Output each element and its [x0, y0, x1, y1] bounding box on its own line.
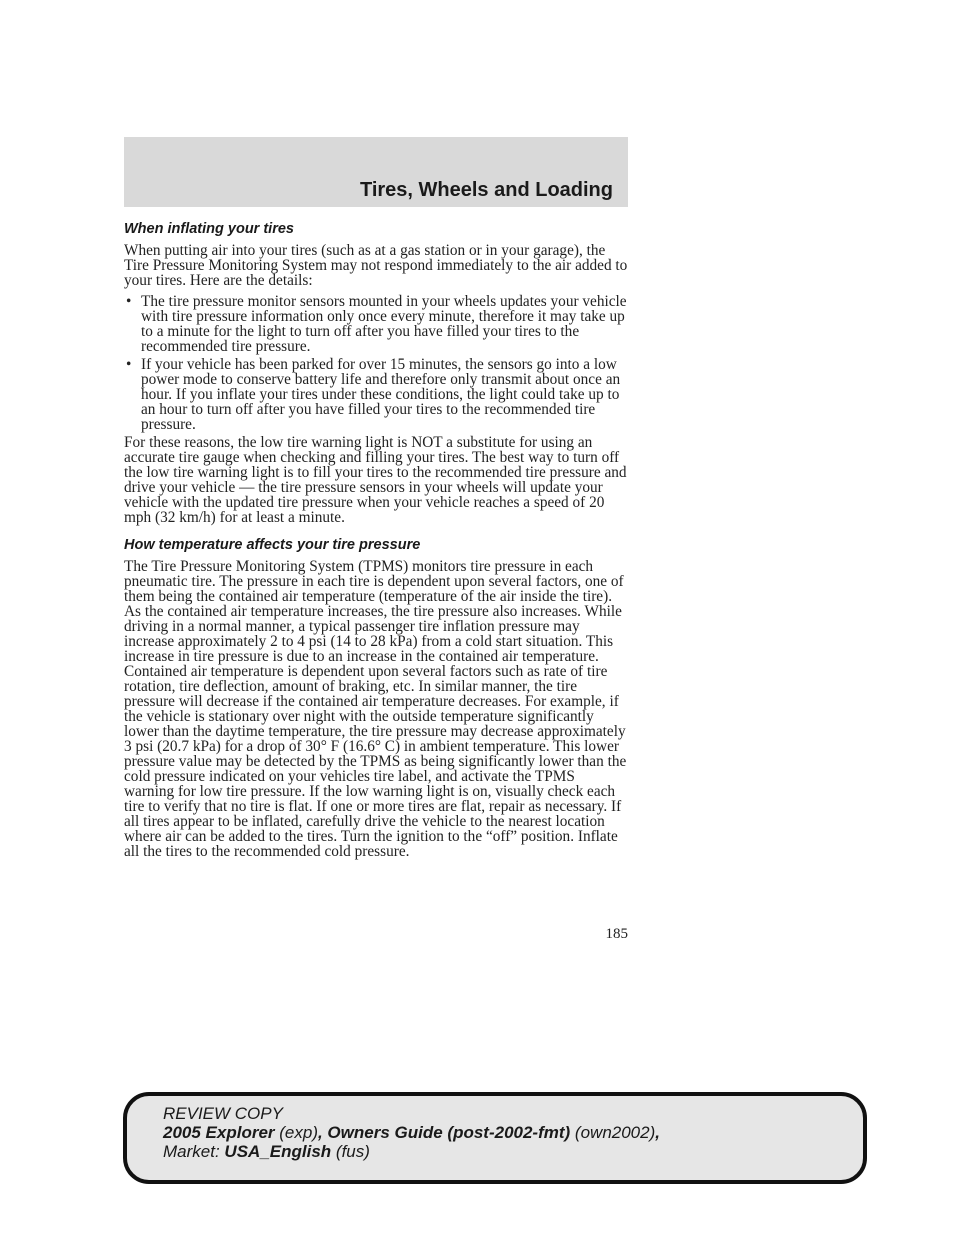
- footer-comma: ,: [655, 1123, 660, 1142]
- bullet-icon: •: [126, 293, 132, 310]
- heading-temperature: How temperature affects your tire pressure: [124, 537, 421, 553]
- page-number: 185: [605, 926, 628, 942]
- footer-text: [163, 1104, 660, 1161]
- footer-guide-line: [163, 1123, 660, 1142]
- review-copy-label: REVIEW COPY: [163, 1104, 283, 1123]
- section-title: Tires, Wheels and Loading: [359, 179, 613, 201]
- footer-market-code: (fus): [335, 1142, 370, 1161]
- heading-inflating-tires: When inflating your tires: [124, 221, 294, 237]
- list-item-text: The tire pressure monitor sensors mounted in your wheels updates your vehicle with tire pressure information only once every minute, therefore it may take up to a minute for the light to turn off after you have filled your tires to the recommended tire pressure.: [141, 293, 627, 355]
- footer-market: USA_English: [224, 1142, 332, 1161]
- footer-market-line: [163, 1142, 660, 1161]
- page-content: [124, 218, 628, 859]
- bullet-icon: •: [126, 356, 132, 373]
- footer-market-label: Market:: [163, 1142, 220, 1161]
- section-header-band: [124, 137, 628, 207]
- paragraph-temperature-body: The Tire Pressure Monitoring System (TPMS) monitors tire pressure in each pneumatic tire. The pressure in each tire is dependent upon several factors, one of them being the contained air temperature (temperature of the air inside the tire). As the contained air temperature increases, the tire pressure also increases. While driving in a normal manner, a typical passenger tire inflation pressure may increase approximately 2 to 4 psi (14 to 28 kPa) from a cold start situation. This increase in tire pressure is due to an increase in the contained air temperature. Contained air temperature is dependent upon several factors such as rate of tire rotation, tire deflection, amount of braking, etc. In similar manner, the tire pressure will decrease if the contained air temperature decreases. For example, if the vehicle is stationary over night with the outside temperature significantly lower than the daytime temperature, the tire pressure may decrease approximately 3 psi (20.7 kPa) for a drop of 30° F (16.6° C) in ambient temperature. This lower pressure value may be detected by the TPMS as being significantly lower than the cold pressure indicated on your vehicles tire label, and activate the TPMS warning for low tire pressure. If the low warning light is on, visually check each tire to verify that no tire is flat. If one or more tires are flat, repair as necessary. If all tires appear to be inflated, carefully drive the vehicle to the nearest location where air can be added to the tires. Turn the ignition to the “off” position. Inflate all the tires to the recommended cold pressure.: [124, 558, 627, 860]
- list-item: [124, 357, 628, 432]
- paragraph-inflating-intro: When putting air into your tires (such as at a gas station or in your garage), the Tire Pressure Monitoring System may not respond immediately to the air added to your tires. Here are the details:: [124, 242, 628, 289]
- list-item: [124, 294, 628, 354]
- paragraph-inflating-conclusion: For these reasons, the low tire warning light is NOT a substitute for using an accurate tire gauge when checking and filling your tires. The best way to turn off the low tire warning light is to fill your tires to the recommended tire pressure and drive your vehicle — the tire pressure sensors in your wheels will update your vehicle with the updated tire pressure when your vehicle reaches a speed of 20 mph (32 km/h) for at least a minute.: [124, 434, 627, 526]
- footer-model: 2005 Explorer: [163, 1123, 275, 1142]
- footer-model-code: (exp): [279, 1123, 318, 1142]
- list-item-text: If your vehicle has been parked for over 15 minutes, the sensors go into a low power mode to conserve battery life and therefore only transmit about once an hour. If you inflate your tires under these conditions, the light could take up to an hour to turn off after you have filled your tires to the recommended tire pressure.: [141, 356, 621, 433]
- bullet-list: [124, 294, 628, 432]
- review-copy-footer: [123, 1092, 867, 1184]
- footer-guide: , Owners Guide (post-2002-fmt): [317, 1123, 571, 1142]
- footer-guide-code: (own2002): [574, 1123, 656, 1142]
